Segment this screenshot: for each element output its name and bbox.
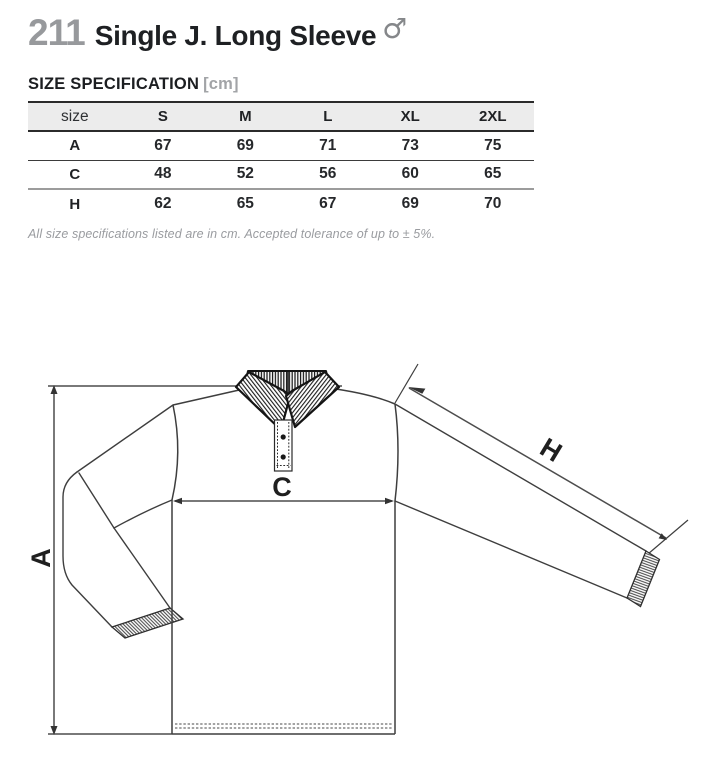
button-top (281, 434, 286, 439)
label-chest-c: C (272, 472, 292, 502)
right-cuff (627, 551, 660, 607)
col-header-l: L (323, 108, 333, 125)
size-spec-title: SIZE SPECIFICATION (28, 75, 200, 93)
cell-c-2xl: 65 (484, 165, 502, 183)
right-armhole (395, 404, 398, 501)
button-placket (275, 420, 293, 471)
size-spec-unit: [cm] (203, 75, 239, 93)
tolerance-footnote: All size specifications listed are in cm. Accepted tolerance of up to ± 5%. (28, 227, 436, 241)
tick-sleeve-shoulder (395, 364, 418, 403)
col-header-xl: XL (400, 108, 420, 125)
cell-a-s: 67 (154, 136, 172, 154)
cell-c-m: 52 (236, 165, 254, 183)
cell-c-xl: 60 (401, 165, 419, 183)
product-name: Single J. Long Sleeve (94, 20, 377, 51)
product-code: 211 (28, 12, 85, 53)
cell-h-xl: 69 (401, 195, 419, 212)
cell-h-m: 65 (236, 195, 254, 212)
cell-c-l: 56 (319, 165, 337, 183)
dimension-line-h (409, 388, 666, 538)
cell-a-2xl: 75 (484, 136, 502, 154)
dimension-arrowheads (51, 385, 668, 735)
col-header-s: S (157, 108, 168, 125)
left-armhole (172, 405, 178, 500)
cell-a-xl: 73 (401, 136, 419, 154)
row-label-c: C (69, 165, 81, 183)
male-gender-icon: ♂ (382, 12, 408, 45)
button-bottom (281, 454, 286, 459)
left-shoulder-seam (173, 388, 248, 405)
col-header-m: M (239, 108, 252, 125)
right-shoulder-seam (329, 388, 395, 404)
col-header-2xl: 2XL (478, 108, 507, 125)
label-sleeve-h: H (534, 432, 568, 468)
dimension-lines (48, 364, 688, 734)
cell-h-2xl: 70 (484, 195, 502, 212)
cell-h-l: 67 (319, 195, 337, 212)
cell-c-s: 48 (154, 165, 172, 183)
right-sleeve (395, 404, 646, 598)
row-label-h: H (69, 195, 81, 213)
cell-a-m: 69 (236, 136, 254, 154)
col-header-size: size (61, 107, 89, 125)
label-length-a: A (26, 548, 56, 568)
cell-h-s: 62 (154, 195, 172, 212)
row-label-a: A (69, 137, 81, 155)
left-sleeve (63, 405, 173, 627)
tick-sleeve-cuff (648, 520, 688, 554)
cell-a-l: 71 (319, 136, 337, 154)
